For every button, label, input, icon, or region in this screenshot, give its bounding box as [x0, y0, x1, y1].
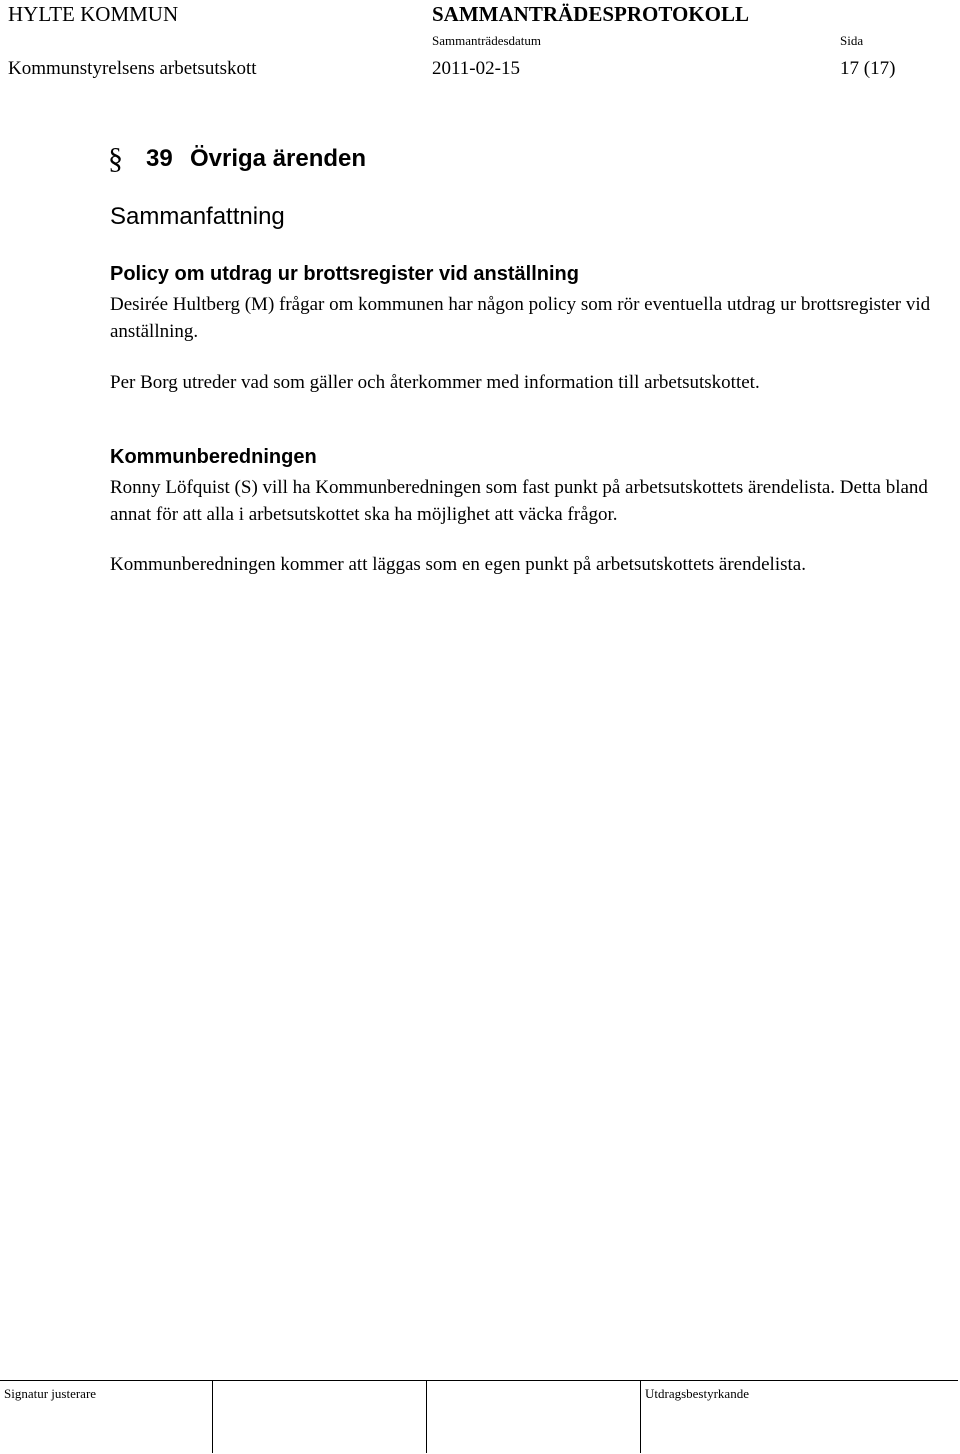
section-title: Övriga ärenden: [190, 145, 367, 172]
committee-name: Kommunstyrelsens arbetsutskott: [8, 58, 257, 79]
signature-footer: [0, 1380, 958, 1453]
item-paragraph: Desirée Hultberg (M) frågar om kommunen har någon policy som rör eventuella utdrag ur brottsregister vid anställning.: [110, 294, 931, 342]
signature-cell: [426, 1381, 640, 1453]
paragraph-symbol: §: [108, 142, 123, 175]
item-heading: Policy om utdrag ur brottsregister vid anställning: [110, 263, 579, 285]
item-heading: Kommunberedningen: [110, 446, 317, 468]
item-paragraph: Per Borg utreder vad som gäller och återkommer med information till arbetsutskottet.: [110, 372, 760, 393]
item-paragraph: Kommunberedningen kommer att läggas som en egen punkt på arbetsutskottets ärendelista.: [110, 554, 806, 575]
signature-cell: [212, 1381, 426, 1453]
item-paragraph: Ronny Löfquist (S) vill ha Kommunberedningen som fast punkt på arbetsutskottets ärendelista. Detta bland annat för att alla i arbetsutskottet ska ha möjlighet att väcka frågor.: [110, 477, 928, 525]
extract-cell: [640, 1381, 958, 1453]
municipality-name: HYLTE KOMMUN: [8, 2, 179, 26]
summary-heading: Sammanfattning: [110, 203, 285, 230]
signature-cell: [0, 1381, 212, 1453]
signature-label: Signatur justerare: [4, 1386, 97, 1401]
document-type: SAMMANTRÄDESPROTOKOLL: [432, 2, 749, 26]
page-label: Sida: [840, 33, 864, 48]
section-number: 39: [146, 145, 173, 172]
extract-label: Utdragsbestyrkande: [645, 1386, 749, 1401]
meeting-date: 2011-02-15: [432, 58, 520, 79]
meeting-date-label: Sammanträdesdatum: [432, 33, 542, 48]
page-number: 17 (17): [840, 58, 896, 79]
